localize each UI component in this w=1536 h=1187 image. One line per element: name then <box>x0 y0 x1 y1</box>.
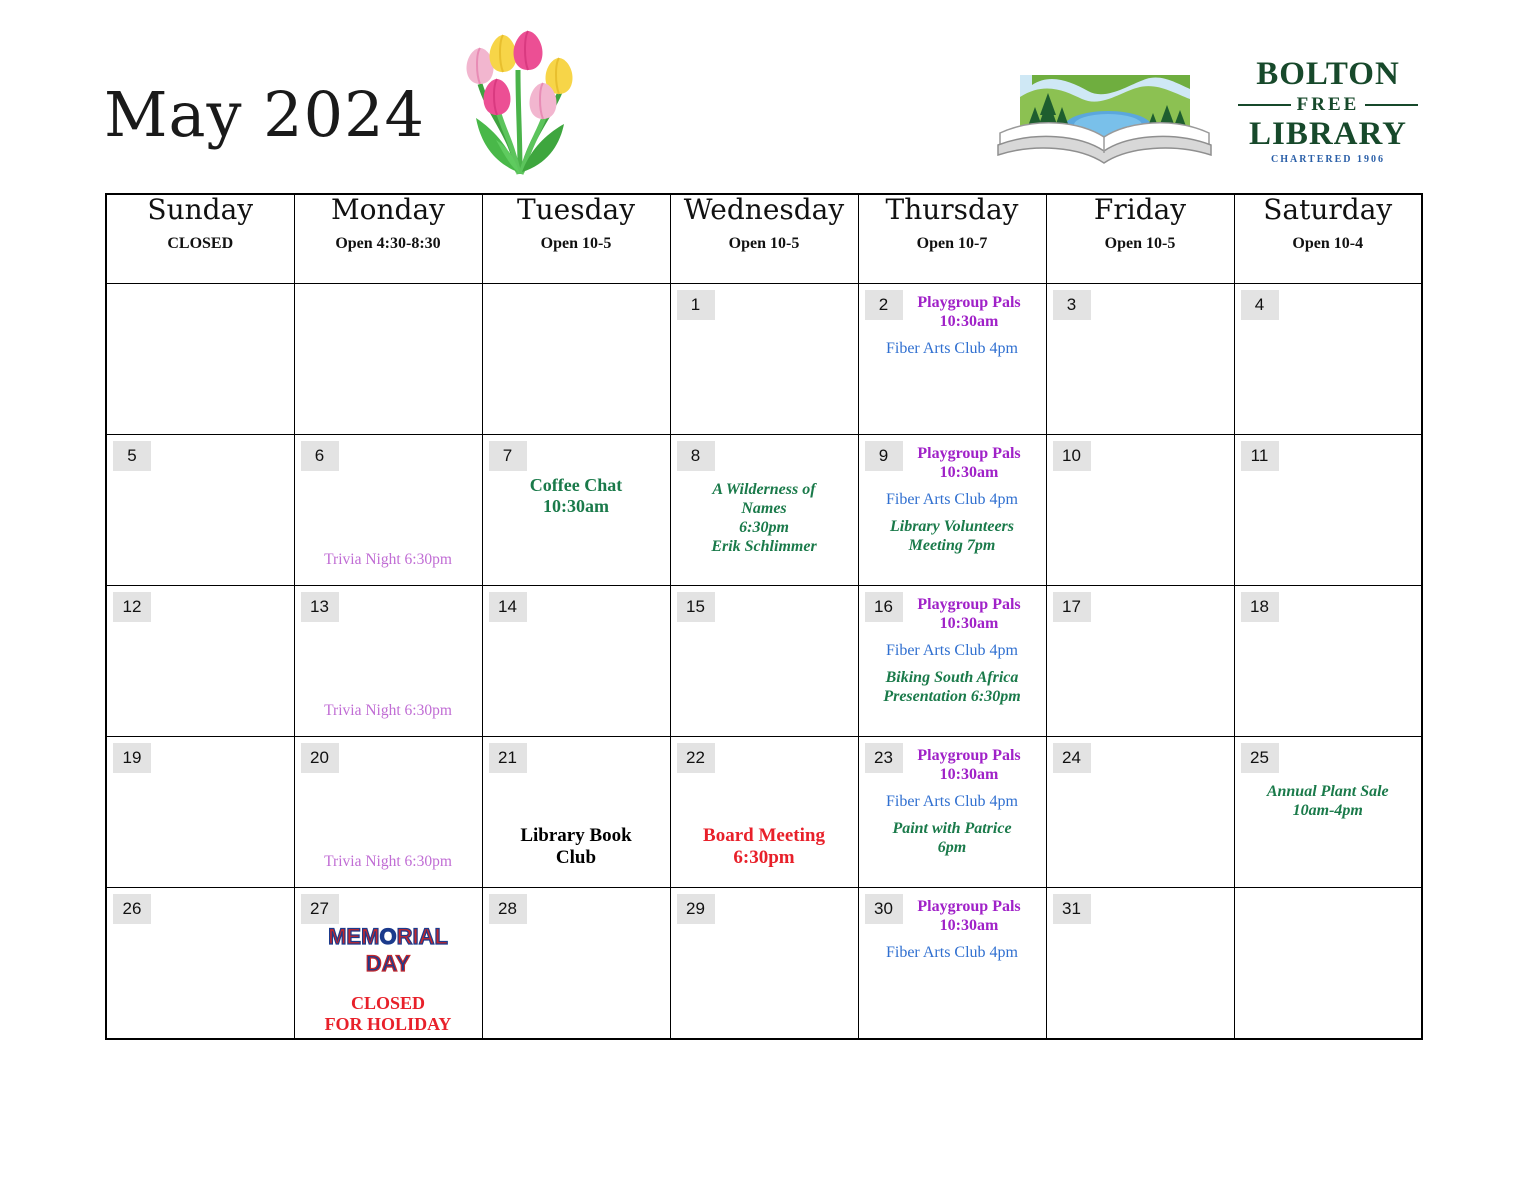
svg-text:DAY: DAY <box>365 950 411 976</box>
day-events <box>111 288 290 431</box>
day-number: 27 <box>301 894 339 924</box>
day-number: 5 <box>113 441 151 471</box>
calendar-event: Fiber Arts Club 4pm <box>885 943 1018 961</box>
spacer <box>863 510 1042 518</box>
day-number: 31 <box>1053 894 1091 924</box>
day-number: 7 <box>489 441 527 471</box>
spacer <box>863 936 1042 944</box>
weekday-header-friday <box>1046 194 1234 284</box>
calendar-day-cell[interactable] <box>858 435 1046 586</box>
day-number: 16 <box>865 592 903 622</box>
day-number: 21 <box>489 743 527 773</box>
page-header <box>0 0 1536 190</box>
calendar-event: Trivia Night 6:30pm <box>324 702 452 719</box>
calendar-event: Trivia Night 6:30pm <box>324 551 452 568</box>
calendar-day-cell[interactable] <box>106 888 294 1040</box>
weekday-name: Friday <box>1093 193 1187 226</box>
weekday-header-saturday <box>1234 194 1422 284</box>
calendar-event: Library Book Club <box>520 825 632 869</box>
calendar-event: Fiber Arts Club 4pm <box>885 792 1018 810</box>
calendar-day-cell[interactable] <box>1234 737 1422 888</box>
day-number: 4 <box>1241 290 1279 320</box>
calendar-day-cell[interactable] <box>1046 737 1234 888</box>
calendar-event: Fiber Arts Club 4pm <box>885 490 1018 508</box>
calendar-event: Playgroup Pals 10:30am <box>917 294 1021 330</box>
weekday-hours: Open 10-4 <box>1292 234 1364 252</box>
weekday-name: Saturday <box>1263 193 1393 226</box>
calendar-event: Trivia Night 6:30pm <box>324 853 452 870</box>
calendar-event: Playgroup Pals 10:30am <box>917 445 1021 481</box>
day-number: 12 <box>113 592 151 622</box>
day-number: 24 <box>1053 743 1091 773</box>
weekday-hours: Open 10-5 <box>1104 234 1176 252</box>
day-number: 22 <box>677 743 715 773</box>
calendar-day-cell[interactable] <box>858 284 1046 435</box>
day-number: 13 <box>301 592 339 622</box>
weekday-hours: Open 10-7 <box>916 234 988 252</box>
day-number: 15 <box>677 592 715 622</box>
day-number: 29 <box>677 894 715 924</box>
memorial-day-graphic-icon <box>323 919 453 981</box>
weekday-hours: Open 4:30-8:30 <box>335 234 441 252</box>
calendar-week-row <box>106 435 1422 586</box>
weekday-name: Tuesday <box>516 193 636 226</box>
day-number: 28 <box>489 894 527 924</box>
calendar-day-cell[interactable] <box>482 586 670 737</box>
weekday-header-wednesday <box>670 194 858 284</box>
weekday-name: Wednesday <box>683 193 845 226</box>
calendar-event: Paint with Patrice 6pm <box>892 819 1012 856</box>
weekday-header-monday <box>294 194 482 284</box>
calendar-day-cell[interactable] <box>858 586 1046 737</box>
day-number: 26 <box>113 894 151 924</box>
calendar-day-cell[interactable] <box>294 586 482 737</box>
spacer <box>299 986 478 993</box>
logo-rule-left <box>1238 104 1291 106</box>
logo-line-bolton: BOLTON <box>1256 56 1400 92</box>
calendar-day-cell[interactable] <box>106 737 294 888</box>
calendar-day-cell[interactable] <box>858 737 1046 888</box>
memorial-day-badge <box>299 919 478 986</box>
weekday-hours: Open 10-5 <box>540 234 612 252</box>
day-number: 18 <box>1241 592 1279 622</box>
calendar-empty-cell <box>106 284 294 435</box>
calendar-body <box>106 284 1422 1040</box>
spacer <box>863 785 1042 793</box>
calendar-day-cell[interactable] <box>106 586 294 737</box>
spacer <box>863 661 1042 669</box>
calendar-event: Biking South Africa Presentation 6:30pm <box>883 668 1021 705</box>
calendar-event: Playgroup Pals 10:30am <box>917 596 1021 632</box>
calendar-day-cell[interactable] <box>1234 586 1422 737</box>
day-number: 23 <box>865 743 903 773</box>
calendar-empty-cell <box>294 284 482 435</box>
calendar-day-cell[interactable] <box>1046 284 1234 435</box>
day-number: 11 <box>1241 441 1279 471</box>
day-number: 30 <box>865 894 903 924</box>
calendar-day-cell[interactable] <box>670 435 858 586</box>
logo-line-library: LIBRARY <box>1248 115 1408 152</box>
calendar-day-cell[interactable] <box>670 284 858 435</box>
calendar-empty-cell <box>1234 888 1422 1040</box>
day-events <box>487 288 666 431</box>
calendar-day-cell[interactable] <box>482 435 670 586</box>
calendar-empty-cell <box>482 284 670 435</box>
calendar-event: Coffee Chat 10:30am <box>529 475 623 517</box>
logo-rule-right <box>1365 104 1418 106</box>
weekday-name: Monday <box>331 193 445 226</box>
day-number: 3 <box>1053 290 1091 320</box>
day-number: 25 <box>1241 743 1279 773</box>
calendar-day-cell[interactable] <box>294 888 482 1040</box>
spacer <box>863 634 1042 642</box>
calendar-week-row <box>106 888 1422 1040</box>
weekday-hours: CLOSED <box>167 234 234 252</box>
logo-wordmark <box>1238 57 1418 165</box>
calendar-event: A Wilderness of Names 6:30pm Erik Schlimmer <box>711 481 817 555</box>
calendar-day-cell[interactable] <box>482 737 670 888</box>
calendar-day-cell[interactable] <box>294 435 482 586</box>
calendar-event: CLOSED FOR HOLIDAY <box>324 992 452 1034</box>
calendar-event: Library Volunteers Meeting 7pm <box>889 517 1014 554</box>
spacer <box>863 332 1042 340</box>
calendar-grid <box>105 193 1423 1040</box>
day-number: 14 <box>489 592 527 622</box>
calendar-day-cell[interactable] <box>670 888 858 1040</box>
weekday-name: Sunday <box>147 193 254 226</box>
day-number: 17 <box>1053 592 1091 622</box>
calendar-header-row <box>106 194 1422 284</box>
weekday-name: Thursday <box>885 193 1019 226</box>
calendar-week-row <box>106 737 1422 888</box>
day-number: 9 <box>865 441 903 471</box>
weekday-header-sunday <box>106 194 294 284</box>
open-book-landscape-icon <box>990 55 1220 170</box>
calendar-event: Annual Plant Sale 10am-4pm <box>1266 783 1389 819</box>
calendar-day-cell[interactable] <box>1234 435 1422 586</box>
calendar-week-row <box>106 284 1422 435</box>
weekday-header-thursday <box>858 194 1046 284</box>
day-number: 10 <box>1053 441 1091 471</box>
day-number: 6 <box>301 441 339 471</box>
logo-line-chartered: CHARTERED 1906 <box>1270 154 1386 166</box>
day-number: 2 <box>865 290 903 320</box>
day-number: 19 <box>113 743 151 773</box>
calendar-event: Fiber Arts Club 4pm <box>885 339 1018 357</box>
calendar-event: Playgroup Pals 10:30am <box>917 747 1021 783</box>
calendar-day-cell[interactable] <box>1046 586 1234 737</box>
calendar-day-cell[interactable] <box>106 435 294 586</box>
calendar-day-cell[interactable] <box>670 586 858 737</box>
calendar-day-cell[interactable] <box>1046 435 1234 586</box>
calendar-day-cell[interactable] <box>1234 284 1422 435</box>
calendar-event: Fiber Arts Club 4pm <box>885 641 1018 659</box>
calendar-day-cell[interactable] <box>482 888 670 1040</box>
day-events <box>299 288 478 431</box>
spacer <box>863 483 1042 491</box>
calendar-event: Board Meeting 6:30pm <box>703 825 825 869</box>
weekday-hours: Open 10-5 <box>728 234 800 252</box>
library-logo <box>990 45 1420 175</box>
calendar-day-cell[interactable] <box>858 888 1046 1040</box>
calendar-day-cell[interactable] <box>294 737 482 888</box>
calendar-day-cell[interactable] <box>1046 888 1234 1040</box>
day-number: 20 <box>301 743 339 773</box>
calendar-week-row <box>106 586 1422 737</box>
calendar-event: Playgroup Pals 10:30am <box>917 898 1021 934</box>
svg-text:MEMORIAL: MEMORIAL <box>328 923 448 949</box>
day-events <box>1239 892 1418 1035</box>
day-number: 8 <box>677 441 715 471</box>
weekday-header-tuesday <box>482 194 670 284</box>
logo-line-free: FREE <box>1296 93 1360 115</box>
page-title: May 2024 <box>104 78 425 151</box>
calendar-day-cell[interactable] <box>670 737 858 888</box>
spacer <box>863 812 1042 820</box>
day-number: 1 <box>677 290 715 320</box>
tulip-bouquet-icon <box>440 22 600 187</box>
logo-free-row <box>1238 94 1418 116</box>
